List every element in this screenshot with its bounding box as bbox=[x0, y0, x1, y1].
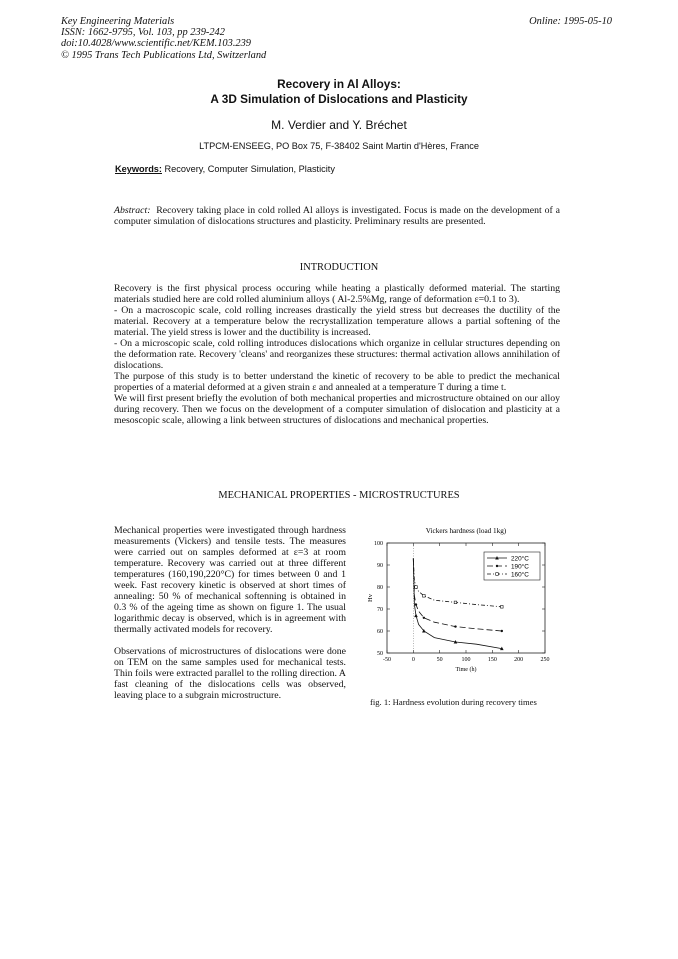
title-line-1: Recovery in Al Alloys: bbox=[277, 77, 401, 91]
x-tick-label: 100 bbox=[461, 657, 471, 663]
affiliation: LTPCM-ENSEEG, PO Box 75, F-38402 Saint Martin d'Hères, France bbox=[199, 141, 479, 151]
legend-label: 160°C bbox=[511, 571, 529, 579]
data-point bbox=[414, 614, 418, 618]
journal-name: Key Engineering Materials bbox=[61, 16, 175, 27]
y-tick-label: 90 bbox=[377, 563, 383, 569]
data-point bbox=[454, 601, 457, 604]
keywords bbox=[115, 164, 335, 174]
figure-caption: fig. 1: Hardness evolution during recovery times bbox=[370, 697, 537, 707]
paragraph: - On a microscopic scale, cold rolling introduces dislocations which organize in cellular structures depending on the deformation rate. Recovery 'cleans' and reorganizes these structures: thermal activation allows annihilation of dislocations. bbox=[114, 338, 560, 371]
mechanical-body bbox=[114, 525, 346, 701]
mechanical-heading: MECHANICAL PROPERTIES - MICROSTRUCTURES bbox=[218, 490, 460, 501]
data-point bbox=[496, 573, 499, 576]
y-axis-label: Hv bbox=[367, 594, 374, 602]
y-tick-label: 80 bbox=[377, 585, 383, 591]
abstract bbox=[114, 205, 560, 227]
y-tick-label: 60 bbox=[377, 629, 383, 635]
hardness-chart bbox=[359, 523, 559, 677]
x-tick-label: -50 bbox=[383, 657, 391, 663]
keywords-label: Keywords: bbox=[115, 164, 162, 174]
legend-label: 190°C bbox=[511, 563, 529, 571]
doi-link[interactable]: doi:10.4028/www.scientific.net/KEM.103.239 bbox=[61, 38, 251, 50]
copyright: © 1995 Trans Tech Publications Ltd, Switzerland bbox=[61, 49, 267, 61]
paragraph: Mechanical properties were investigated through hardness measurements (Vickers) and tensile tests. The measures were carried out on samples deformed at ε=3 at room temperature. Recovery was carried out at three different temperatures (160,190,220°C) for times between 0 and 1 week. Fast recovery kinetic is observed at short times of annealing: 50 % of mechanical softenning is obtained in 0.3 % of the ageing time as shown on figure 1. The usual logarithmic decay is observed, which is in agreement with thermally activated models for recovery. bbox=[114, 525, 346, 635]
issn: ISSN: 1662-9795, Vol. 103, pp 239-242 bbox=[61, 27, 225, 39]
paragraph: We will first present briefly the evolution of both mechanical properties and microstructure obtained on our alloy during recovery. Then we focus on the development of a computer simulation of dislocation and plasticity at a mesoscopic scale, allowing a link between structures of dislocations and mechanical properties. bbox=[114, 393, 560, 426]
x-tick-label: 0 bbox=[411, 657, 415, 663]
x-tick-label: 50 bbox=[436, 657, 443, 663]
abstract-text: Recovery taking place in cold rolled Al alloys is investigated. Focus is made on the development of a computer simulation of dislocations structures and plasticity. Preliminary results are presented. bbox=[114, 205, 560, 227]
paragraph: The purpose of this study is to better understand the kinetic of recovery to be able to predict the mechanical properties of a material deformed at a given strain ε and annealed at a temperature T during a time t. bbox=[114, 371, 560, 393]
introduction-body bbox=[114, 283, 560, 426]
data-point bbox=[423, 595, 426, 598]
introduction-heading: INTRODUCTION bbox=[299, 262, 379, 273]
y-tick-label: 70 bbox=[377, 607, 383, 613]
paragraph: Recovery is the first physical process occuring while heating a plastically deformed material. The starting materials studied here are cold rolled aluminium alloys ( Al-2.5%Mg, range of deformation ε=0.1 to 3). bbox=[114, 283, 560, 305]
journal-header bbox=[61, 16, 266, 61]
data-point bbox=[415, 586, 418, 589]
data-point bbox=[496, 565, 498, 567]
x-tick-label: 150 bbox=[487, 657, 497, 663]
paragraph: Observations of microstructures of dislocations were done on TEM on the same samples used for mechanical tests. Thin foils were extracted parallel to the rolling direction. A fast cleaning of the dislocations cells was observed, leaving place to a subgrain microstructure. bbox=[114, 646, 346, 701]
data-point bbox=[501, 630, 503, 632]
y-tick-label: 100 bbox=[374, 541, 383, 547]
x-axis-label: Time (h) bbox=[455, 667, 477, 673]
authors: M. Verdier and Y. Bréchet bbox=[271, 118, 407, 132]
chart-title: Vickers hardness (load 1kg) bbox=[425, 527, 507, 535]
online-date: Online: 1995-05-10 bbox=[529, 16, 612, 27]
x-tick-label: 200 bbox=[514, 657, 524, 663]
y-tick-label: 50 bbox=[377, 651, 383, 657]
paragraph: - On a macroscopic scale, cold rolling increases drastically the yield stress but decreases the ductility of the material. Recovery at a temperature below the recrystallization temperature allows a partial softening of the material. The yield stress is lower and the ductibility is increased. bbox=[114, 305, 560, 338]
paper-title bbox=[0, 77, 678, 107]
data-point bbox=[415, 603, 417, 605]
keywords-text: Recovery, Computer Simulation, Plasticity bbox=[164, 164, 335, 174]
legend-label: 220°C bbox=[511, 555, 529, 563]
data-point bbox=[454, 625, 456, 627]
data-point bbox=[423, 617, 425, 619]
data-point bbox=[501, 606, 504, 609]
title-line-2: A 3D Simulation of Dislocations and Plasticity bbox=[210, 92, 468, 106]
abstract-label: Abstract: bbox=[114, 205, 151, 216]
x-tick-label: 250 bbox=[540, 657, 550, 663]
